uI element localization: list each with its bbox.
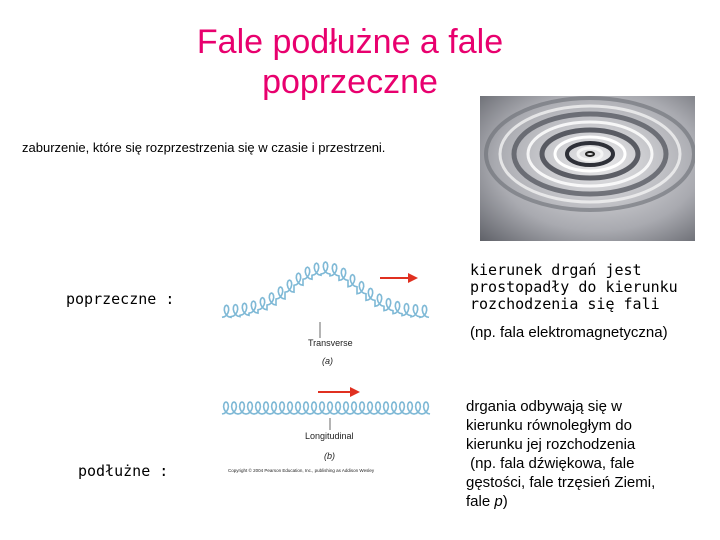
longitudinal-spring xyxy=(222,402,430,414)
transverse-example: (np. fala elektromagnetyczna) xyxy=(470,324,668,341)
longitudinal-desc-line: (np. fala dźwiękowa, fale xyxy=(466,455,635,472)
transverse-desc-line: prostopadły do kierunku xyxy=(470,278,678,296)
last-line-prefix: fale xyxy=(466,493,495,510)
last-line-italic: p xyxy=(494,493,503,510)
longitudinal-figure-label: Longitudinal xyxy=(305,431,354,441)
longitudinal-desc-last-line xyxy=(466,492,655,511)
longitudinal-desc-line: kierunku równoległym do xyxy=(466,417,632,434)
transverse-spring xyxy=(222,262,429,317)
longitudinal-description xyxy=(466,397,655,511)
last-line-suffix: ) xyxy=(502,493,508,510)
longitudinal-desc-line: drgania odbywają się w xyxy=(466,398,622,415)
longitudinal-label: podłużne : xyxy=(78,462,169,480)
longitudinal-wave-figure xyxy=(210,380,450,480)
transverse-direction-arrow-icon xyxy=(408,273,418,283)
longitudinal-desc-line: kierunku jej rozchodzenia xyxy=(466,436,636,453)
longitudinal-figure-letter: (b) xyxy=(324,451,335,461)
slide-title xyxy=(120,22,580,102)
longitudinal-direction-arrow-icon xyxy=(350,387,360,397)
transverse-wave-figure xyxy=(210,250,450,370)
title-line-1: Fale podłużne a fale xyxy=(196,23,504,61)
transverse-description xyxy=(470,262,678,313)
longitudinal-desc-line: gęstości, fale trzęsień Ziemi, xyxy=(466,474,656,491)
transverse-figure-label: Transverse xyxy=(308,338,353,348)
transverse-label: poprzeczne : xyxy=(66,290,175,308)
copyright-note: Copyright © 2004 Pearson Education, Inc., publishing as Addison Wesley xyxy=(228,468,375,473)
title-line-2: poprzeczne xyxy=(262,63,438,101)
water-ripple-photo xyxy=(480,96,695,241)
transverse-desc-line: rozchodzenia się fali xyxy=(470,295,660,313)
transverse-figure-letter: (a) xyxy=(322,356,333,366)
subtitle: zaburzenie, które się rozprzestrzenia się w czasie i przestrzeni. xyxy=(22,140,386,155)
transverse-desc-line: kierunek drgań jest xyxy=(470,261,642,279)
